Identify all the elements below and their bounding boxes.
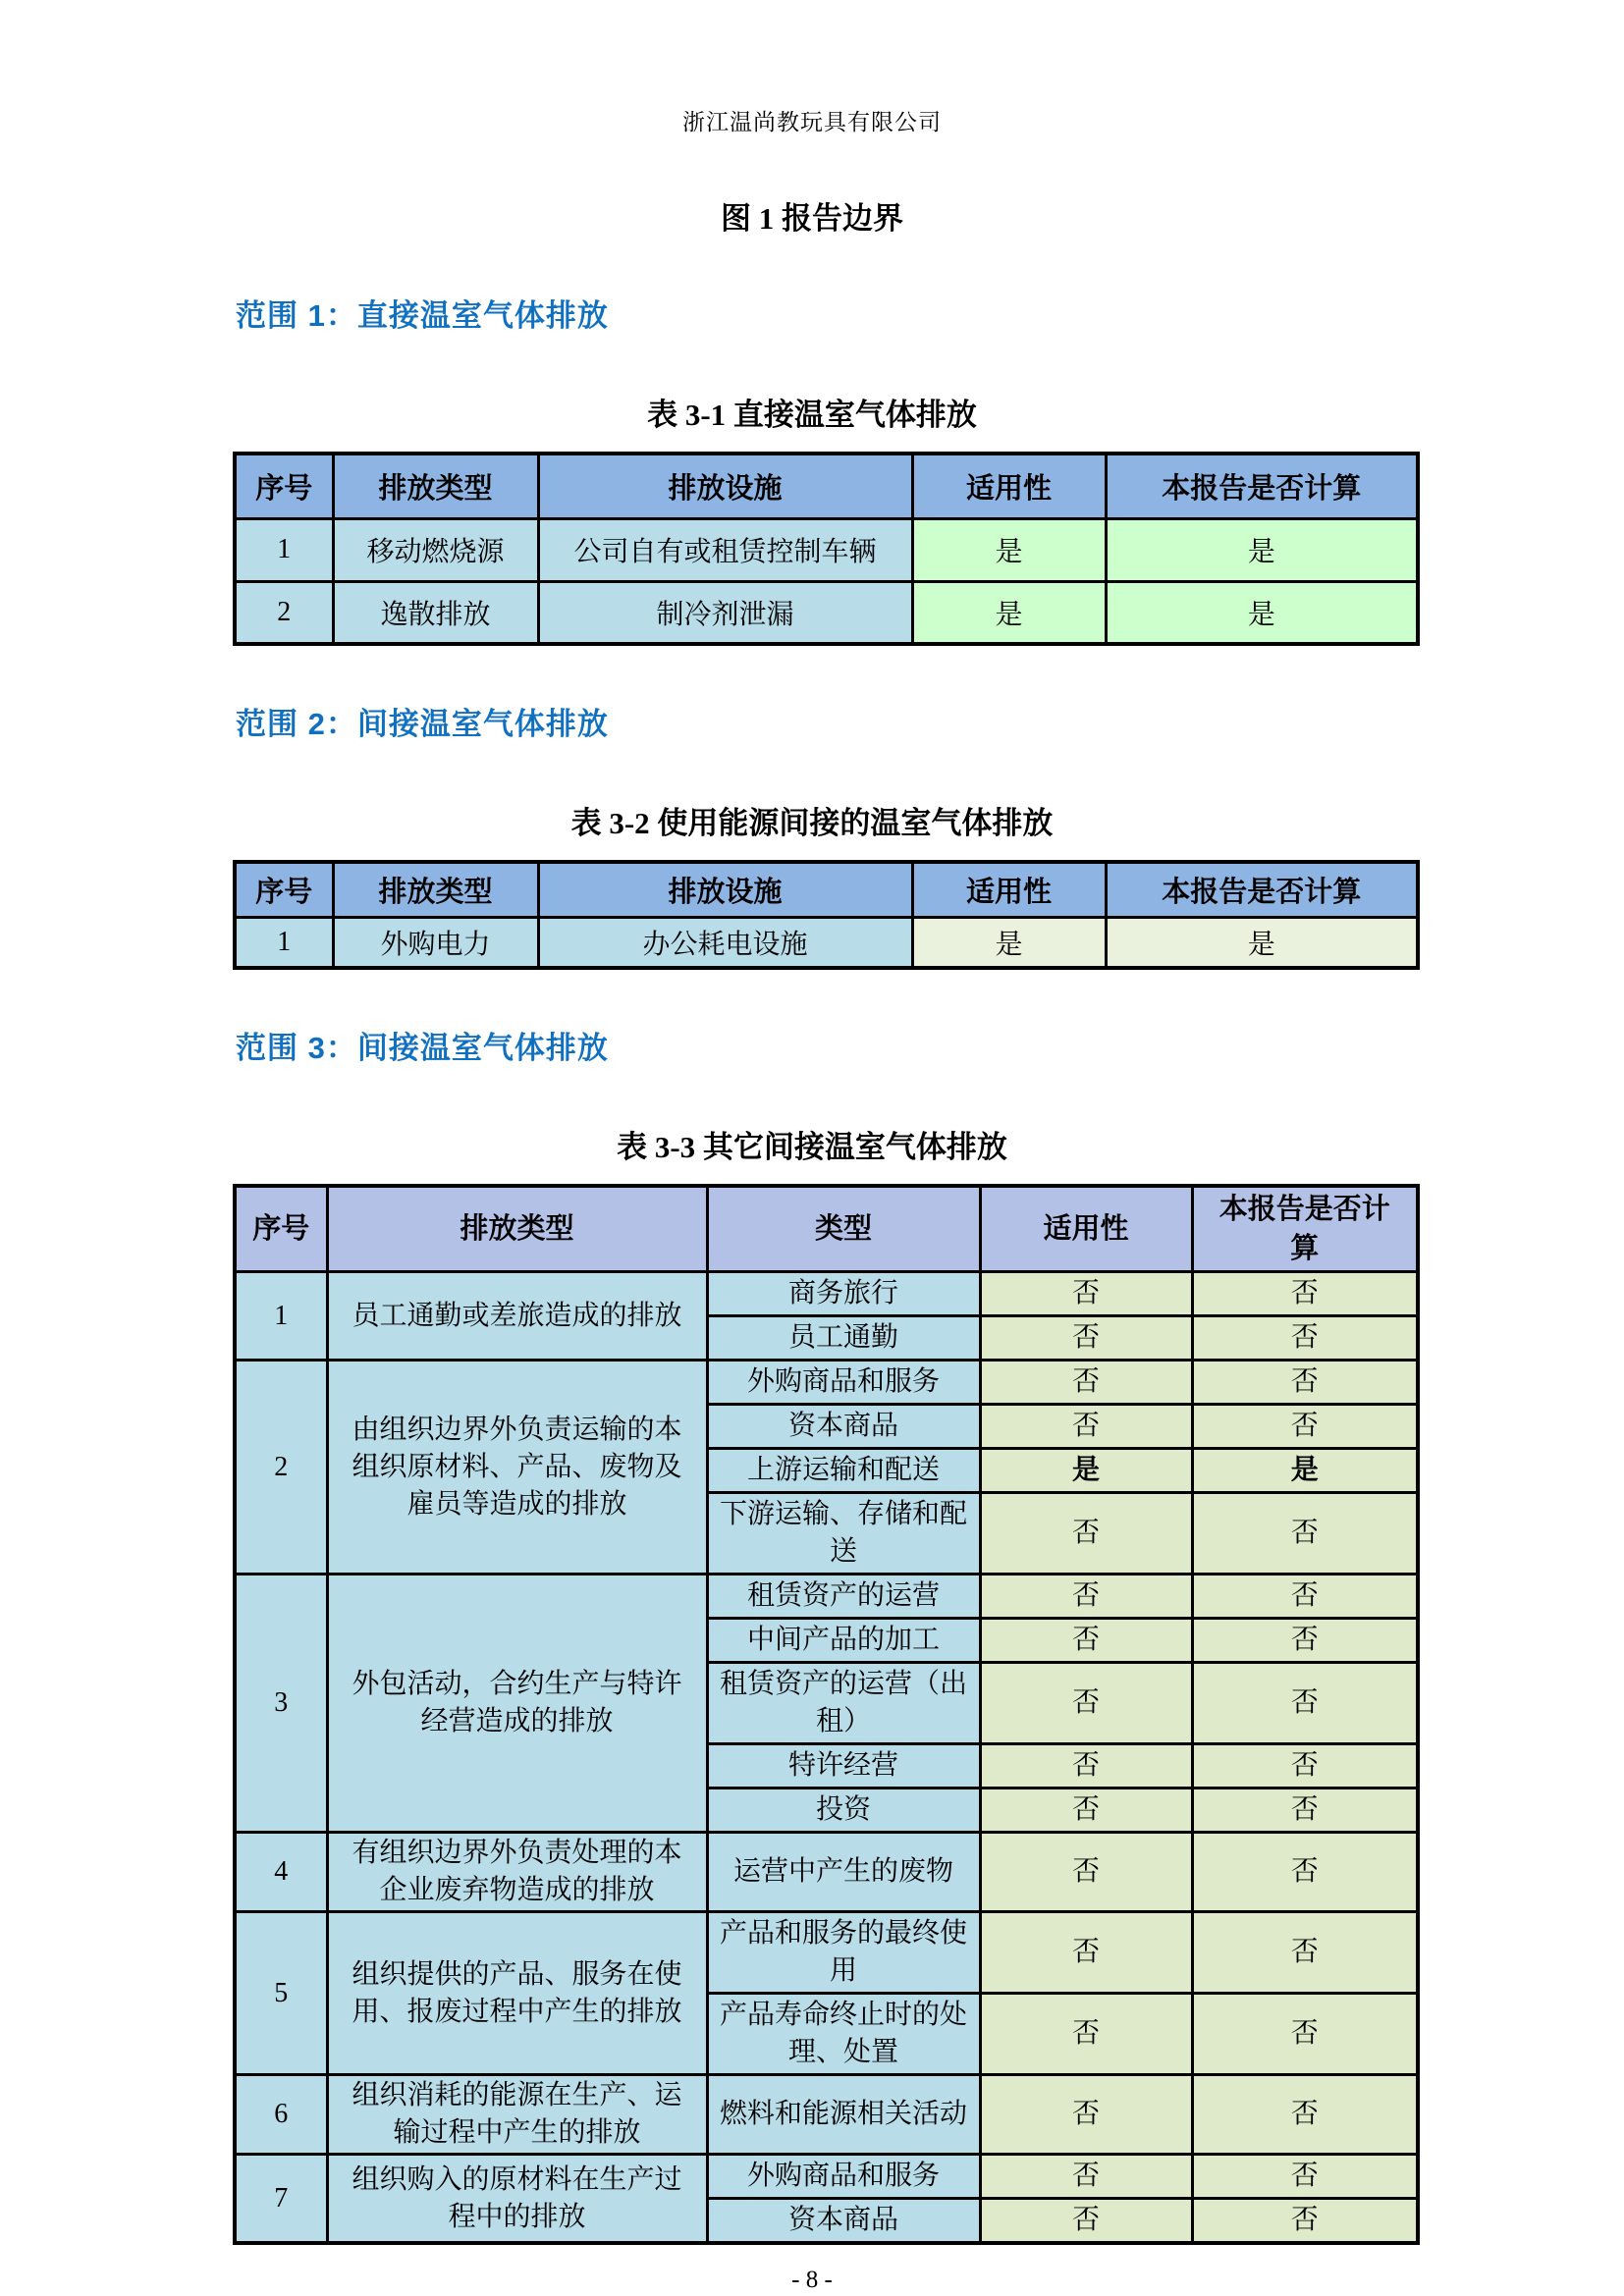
calculated-cell: 否 <box>1192 1493 1418 1575</box>
cell: 逸散排放 <box>333 581 538 644</box>
calculated-cell: 否 <box>1192 1575 1418 1619</box>
header-cell <box>1106 862 1418 917</box>
category-cell: 中间产品的加工 <box>707 1619 980 1663</box>
header-cell <box>235 1186 327 1272</box>
calculated-cell: 否 <box>1192 2075 1418 2155</box>
table-3-2 <box>233 860 1420 970</box>
table-row <box>235 1361 1418 1405</box>
group-type-cell: 组织购入的原材料在生产过程中的排放 <box>327 2155 707 2244</box>
calculated-cell: 否 <box>1192 1405 1418 1449</box>
category-cell: 下游运输、存储和配送 <box>707 1493 980 1575</box>
applicability-cell: 否 <box>980 1663 1192 1744</box>
group-type-cell: 外包活动，合约生产与特许经营造成的排放 <box>327 1575 707 1833</box>
applicability-cell: 否 <box>980 1575 1192 1619</box>
cell: 1 <box>235 917 333 968</box>
category-cell: 燃料和能源相关活动 <box>707 2075 980 2155</box>
cell: 外购电力 <box>333 917 538 968</box>
category-cell: 产品寿命终止时的处理、处置 <box>707 1994 980 2075</box>
category-cell: 运营中产生的废物 <box>707 1833 980 1912</box>
header-cell <box>912 862 1106 917</box>
cell: 是 <box>912 581 1106 644</box>
cell: 是 <box>912 917 1106 968</box>
header-cell <box>235 862 333 917</box>
header-cell-label: 排放类型 <box>378 472 493 505</box>
header-cell <box>333 454 538 518</box>
calculated-cell: 否 <box>1192 1272 1418 1316</box>
applicability-cell: 否 <box>980 2199 1192 2244</box>
applicability-cell: 否 <box>980 1361 1192 1405</box>
calculated-cell: 否 <box>1192 1744 1418 1789</box>
header-cell-label: 排放设施 <box>668 876 783 908</box>
cell: 是 <box>912 518 1106 581</box>
applicability-cell: 否 <box>980 1316 1192 1361</box>
header-cell <box>333 862 538 917</box>
calculated-cell: 否 <box>1192 1619 1418 1663</box>
header-cell-label: 类型 <box>814 1213 872 1245</box>
group-index-cell: 5 <box>235 1912 327 2075</box>
calculated-cell: 是 <box>1192 1449 1418 1493</box>
category-cell: 员工通勤 <box>707 1316 980 1361</box>
header-cell <box>538 454 912 518</box>
section-heading-scope2: 范围 2：间接温室气体排放 <box>236 707 609 741</box>
header-cell-label: 排放类型 <box>378 876 493 908</box>
category-cell: 产品和服务的最终使用 <box>707 1912 980 1994</box>
applicability-cell: 否 <box>980 2155 1192 2199</box>
figure-title: 图 1 报告边界 <box>721 201 903 236</box>
section-heading-scope3: 范围 3：间接温室气体排放 <box>236 1031 609 1065</box>
cell: 是 <box>1106 518 1418 581</box>
applicability-cell: 否 <box>980 1272 1192 1316</box>
applicability-cell: 否 <box>980 1405 1192 1449</box>
group-index-cell: 3 <box>235 1575 327 1833</box>
table-3-3 <box>233 1184 1420 2245</box>
header-cell <box>1192 1186 1418 1272</box>
header-cell-label: 序号 <box>255 876 313 908</box>
category-cell: 租赁资产的运营 <box>707 1575 980 1619</box>
calculated-cell: 否 <box>1192 1994 1418 2075</box>
header-cell-label: 序号 <box>255 472 313 505</box>
calculated-cell: 否 <box>1192 1361 1418 1405</box>
header-cell <box>912 454 1106 518</box>
page-number: - 8 - <box>791 2267 833 2293</box>
category-cell: 投资 <box>707 1789 980 1833</box>
group-type-cell: 组织消耗的能源在生产、运输过程中产生的排放 <box>327 2075 707 2155</box>
table-3-1-caption: 表 3-1 直接温室气体排放 <box>647 398 977 432</box>
cell: 是 <box>1106 581 1418 644</box>
applicability-cell: 否 <box>980 1789 1192 1833</box>
group-index-cell: 4 <box>235 1833 327 1912</box>
category-cell: 外购商品和服务 <box>707 1361 980 1405</box>
category-cell: 商务旅行 <box>707 1272 980 1316</box>
header-row <box>235 862 1418 917</box>
company-header: 浙江温尚教玩具有限公司 <box>682 110 942 134</box>
cell: 公司自有或租赁控制车辆 <box>538 518 912 581</box>
cell: 1 <box>235 518 333 581</box>
header-cell-label: 适用性 <box>965 472 1052 505</box>
calculated-cell: 否 <box>1192 2199 1418 2244</box>
table-3-3-caption: 表 3-3 其它间接温室气体排放 <box>617 1130 1007 1164</box>
cell: 2 <box>235 581 333 644</box>
table-3-2-caption: 表 3-2 使用能源间接的温室气体排放 <box>570 806 1054 840</box>
applicability-cell: 否 <box>980 1994 1192 2075</box>
group-type-cell: 组织提供的产品、服务在使用、报废过程中产生的排放 <box>327 1912 707 2075</box>
header-cell-label: 适用性 <box>965 876 1052 908</box>
calculated-cell: 否 <box>1192 2155 1418 2199</box>
header-cell <box>538 862 912 917</box>
header-cell-label: 本报告是否计算 <box>1162 472 1362 505</box>
applicability-cell: 否 <box>980 1493 1192 1575</box>
cell: 移动燃烧源 <box>333 518 538 581</box>
calculated-cell: 否 <box>1192 1316 1418 1361</box>
header-cell-label: 本报告是否计算 <box>1218 1194 1390 1264</box>
header-cell-label: 本报告是否计算 <box>1162 876 1362 908</box>
table-row <box>235 2155 1418 2199</box>
group-index-cell: 6 <box>235 2075 327 2155</box>
applicability-cell: 否 <box>980 1912 1192 1994</box>
group-index-cell: 1 <box>235 1272 327 1361</box>
category-cell: 特许经营 <box>707 1744 980 1789</box>
table-row <box>235 518 1418 581</box>
calculated-cell: 否 <box>1192 1663 1418 1744</box>
group-index-cell: 7 <box>235 2155 327 2244</box>
header-cell-label: 序号 <box>252 1213 310 1245</box>
group-type-cell: 有组织边界外负责处理的本企业废弃物造成的排放 <box>327 1833 707 1912</box>
header-cell <box>327 1186 707 1272</box>
table-row <box>235 917 1418 968</box>
category-cell: 租赁资产的运营（出租） <box>707 1663 980 1744</box>
header-cell-label: 适用性 <box>1043 1213 1129 1245</box>
cell: 办公耗电设施 <box>538 917 912 968</box>
cell: 是 <box>1106 917 1418 968</box>
calculated-cell: 否 <box>1192 1833 1418 1912</box>
table-row <box>235 581 1418 644</box>
table-row <box>235 1912 1418 1994</box>
header-cell <box>980 1186 1192 1272</box>
category-cell: 外购商品和服务 <box>707 2155 980 2199</box>
group-type-cell: 员工通勤或差旅造成的排放 <box>327 1272 707 1361</box>
header-cell <box>235 454 333 518</box>
header-row <box>235 454 1418 518</box>
applicability-cell: 是 <box>980 1449 1192 1493</box>
header-cell <box>1106 454 1418 518</box>
table-row <box>235 2075 1418 2155</box>
calculated-cell: 否 <box>1192 1789 1418 1833</box>
cell: 制冷剂泄漏 <box>538 581 912 644</box>
applicability-cell: 否 <box>980 2075 1192 2155</box>
header-cell-label: 排放设施 <box>668 472 783 505</box>
applicability-cell: 否 <box>980 1619 1192 1663</box>
table-row <box>235 1575 1418 1619</box>
table-3-1 <box>233 452 1420 646</box>
header-row <box>235 1186 1418 1272</box>
group-index-cell: 2 <box>235 1361 327 1575</box>
group-type-cell: 由组织边界外负责运输的本组织原材料、产品、废物及雇员等造成的排放 <box>327 1361 707 1575</box>
applicability-cell: 否 <box>980 1833 1192 1912</box>
category-cell: 上游运输和配送 <box>707 1449 980 1493</box>
header-cell <box>707 1186 980 1272</box>
header-cell-label: 排放类型 <box>460 1213 574 1245</box>
section-heading-scope1: 范围 1：直接温室气体排放 <box>236 298 609 333</box>
table-row <box>235 1272 1418 1316</box>
category-cell: 资本商品 <box>707 2199 980 2244</box>
applicability-cell: 否 <box>980 1744 1192 1789</box>
category-cell: 资本商品 <box>707 1405 980 1449</box>
table-row <box>235 1833 1418 1912</box>
calculated-cell: 否 <box>1192 1912 1418 1994</box>
